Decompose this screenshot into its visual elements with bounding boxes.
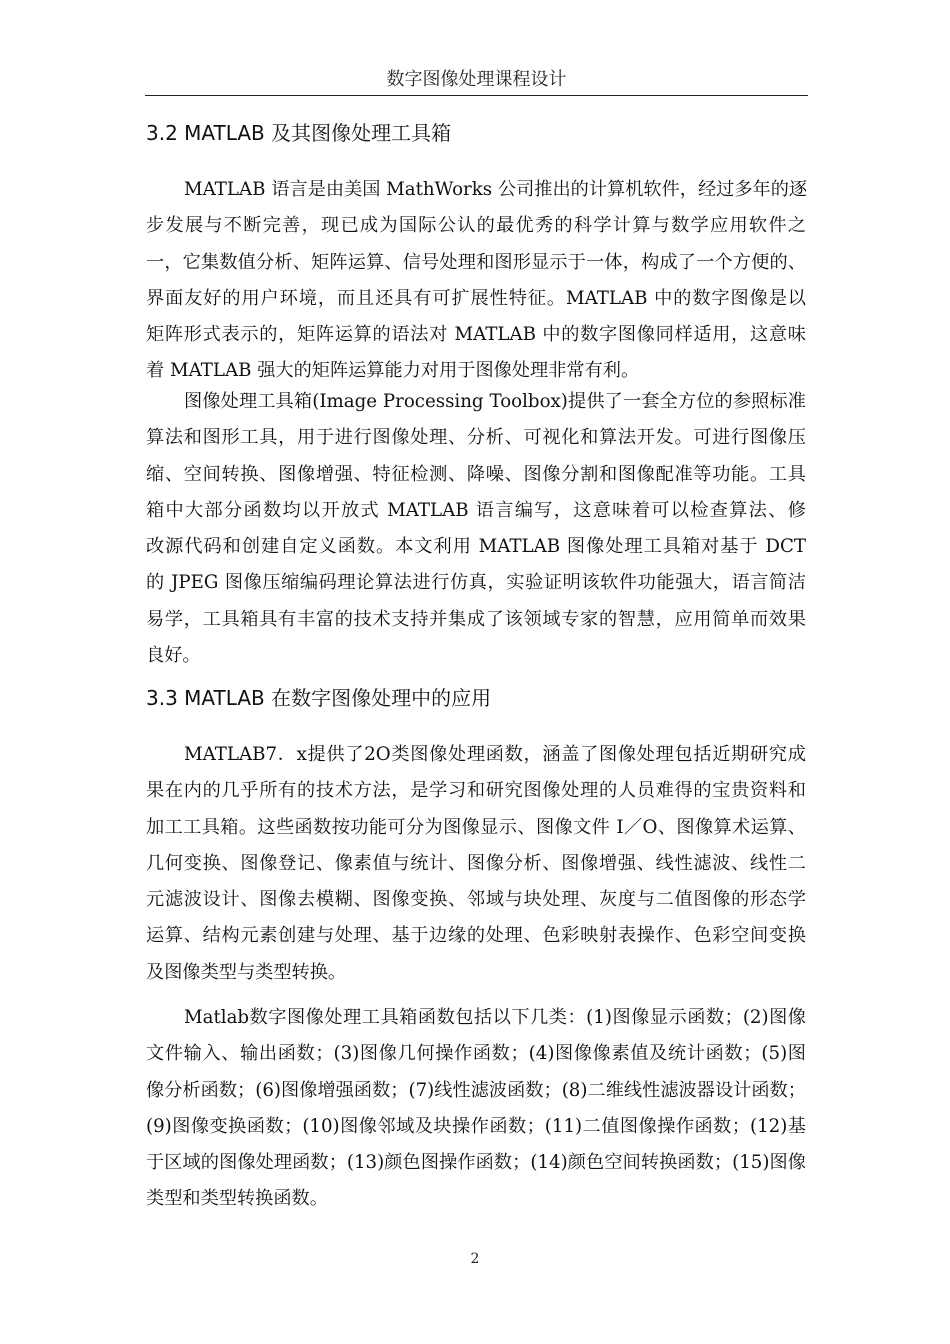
section-heading-3-2: 3.2 MATLAB 及其图像处理工具箱 <box>146 121 452 145</box>
page-header-title: 数字图像处理课程设计 <box>386 69 567 90</box>
text-line: 箱中大部分函数均以开放式 MATLAB 语言编写，这意味着可以检查算法、修 <box>146 499 806 521</box>
text-line: 界面友好的用户环境，而且还具有可扩展性特征。MATLAB 中的数字图像是以 <box>146 287 806 309</box>
text-line: 图像处理工具箱(Image Processing Toolbox)提供了一套全方位的参照标准 <box>184 391 806 412</box>
section-heading-3-3: 3.3 MATLAB 在数字图像处理中的应用 <box>146 686 492 710</box>
text-line: 着 MATLAB 强大的矩阵运算能力对用于图像处理非常有利。 <box>146 360 640 382</box>
text-line: 元滤波设计、图像去模糊、图像变换、邻域与块处理、灰度与二值图像的形态学 <box>146 889 806 911</box>
paragraph-matlab-intro <box>146 172 806 390</box>
text-line: 加工工具箱。这些函数按功能可分为图像显示、图像文件 I／O、图像算术运算、 <box>146 816 806 838</box>
text-line: Matlab数字图像处理工具箱函数包括以下几类：(1)图像显示函数；(2)图像 <box>184 1007 806 1028</box>
text-line: 类型和类型转换函数。 <box>146 1188 328 1210</box>
text-line: 算法和图形工具，用于进行图像处理、分析、可视化和算法开发。可进行图像压 <box>146 427 806 449</box>
text-line: (9)图像变换函数；(10)图像邻域及块操作函数；(11)二值图像操作函数；(12)基 <box>146 1115 806 1137</box>
text-line: 及图像类型与类型转换。 <box>146 961 347 983</box>
text-line: MATLAB7．x提供了2O类图像处理函数，涵盖了图像处理包括近期研究成 <box>184 744 806 765</box>
text-line: 果在内的几乎所有的技术方法，是学习和研究图像处理的人员难得的宝贵资料和 <box>146 780 806 802</box>
text-line: 运算、结构元素创建与处理、基于边缘的处理、色彩映射表操作、色彩空间变换 <box>146 925 806 947</box>
text-line: 一，它集数值分析、矩阵运算、信号处理和图形显示于一体，构成了一个方便的、 <box>146 251 806 273</box>
text-line: 像分析函数；(6)图像增强函数；(7)线性滤波函数；(8)二维线性滤波器设计函数； <box>146 1079 806 1101</box>
page-number: 2 <box>470 1251 480 1267</box>
text-line: MATLAB 语言是由美国 MathWorks 公司推出的计算机软件，经过多年的逐 <box>184 179 808 200</box>
text-line: 缩、空间转换、图像增强、特征检测、降噪、图像分割和图像配准等功能。工具 <box>146 463 806 485</box>
text-line: 良好。 <box>146 645 201 667</box>
text-line: 于区域的图像处理函数；(13)颜色图操作函数；(14)颜色空间转换函数；(15)图像 <box>146 1152 806 1174</box>
paragraph-matlab-functions <box>146 737 806 991</box>
text-line: 改源代码和创建自定义函数。本文利用 MATLAB 图像处理工具箱对基于 DCT <box>146 536 806 558</box>
header-rule <box>145 95 808 96</box>
text-line: 易学，工具箱具有丰富的技术支持并集成了该领域专家的智慧，应用简单而效果 <box>146 608 806 630</box>
text-line: 的 JPEG 图像压缩编码理论算法进行仿真，实验证明该软件功能强大，语言简洁 <box>146 572 806 594</box>
text-line: 矩阵形式表示的，矩阵运算的语法对 MATLAB 中的数字图像同样适用，这意味 <box>146 324 806 346</box>
text-line: 步发展与不断完善，现已成为国际公认的最优秀的科学计算与数学应用软件之 <box>146 215 806 237</box>
text-line: 文件输入、输出函数；(3)图像几何操作函数；(4)图像像素值及统计函数；(5)图 <box>146 1043 806 1065</box>
text-line: 几何变换、图像登记、像素值与统计、图像分析、图像增强、线性滤波、线性二 <box>146 852 806 874</box>
paragraph-toolbox-categories <box>146 1000 806 1218</box>
paragraph-toolbox <box>146 384 806 674</box>
